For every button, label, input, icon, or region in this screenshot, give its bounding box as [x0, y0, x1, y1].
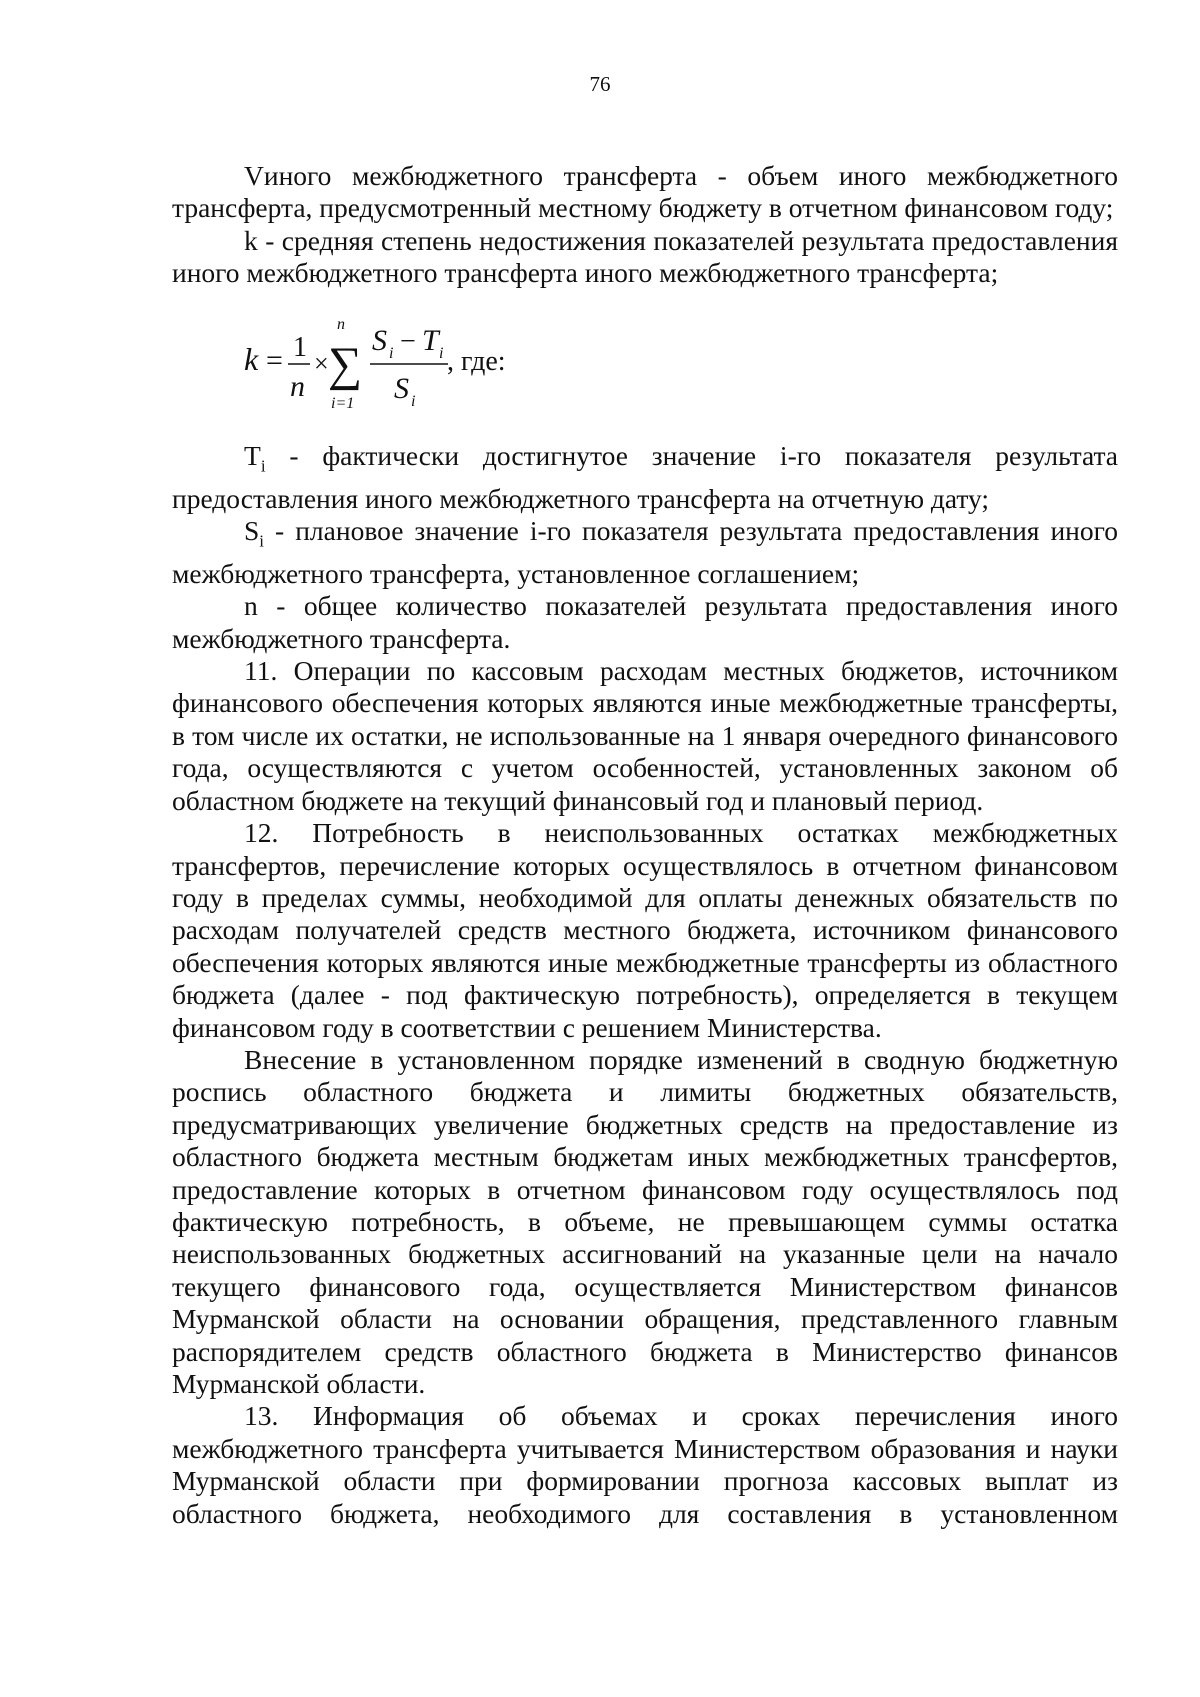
formula-sum-sign: ∑: [328, 337, 363, 391]
paragraph-11: 11. Операции по кассовым расходам местных бюджетов, источником финансового обеспечения которых являются иные межбюджетные трансферты, в том числе их остатки, не использованные на 1 января очередного финансового года, осуществляются с учетом особенностей, установленных законом об областном бюджете на текущий финансовый год и плановый период.: [172, 655, 1118, 816]
symbol-t-sub: i: [260, 456, 266, 476]
symbol-s-sub: i: [259, 531, 265, 551]
paragraph-t-definition: [172, 440, 1118, 515]
formula-k: [172, 290, 1118, 440]
paragraph-s-definition: [172, 515, 1118, 590]
formula-svg: [244, 304, 574, 424]
formula-suffix: , где:: [447, 345, 506, 377]
formula-num-t: T: [422, 323, 439, 357]
formula-sum-lower: i=1: [331, 394, 355, 412]
paragraph-13: 13. Информация об объемах и сроках перечисления иного межбюджетного трансферта учитывается Министерством образования и науки Мурманской области при формировании прогноза кассовых выплат из областного бюджета, необходимого для составления в установленном: [172, 1400, 1118, 1529]
formula-lhs: k: [244, 340, 259, 377]
formula-num-t-sub: i: [439, 344, 444, 362]
formula-times: ×: [314, 348, 329, 378]
formula-num-s-sub: i: [389, 344, 394, 362]
paragraph-k-definition: k - средняя степень недостижения показателей результата предоставления иного межбюджетного трансферта иного межбюджетного трансферта;: [172, 224, 1118, 289]
formula-num-minus: −: [400, 325, 416, 357]
formula-sum-upper: n: [337, 315, 345, 333]
formula-frac-numerator: 1: [293, 331, 307, 363]
paragraph-v-definition: Vиного межбюджетного трансферта - объем иного межбюджетного трансферта, предусмотренный местному бюджету в отчетном финансовом году;: [172, 160, 1118, 224]
paragraph-12-continued: Внесение в установленном порядке изменений в сводную бюджетную роспись областного бюджета и лимиты бюджетных обязательств, предусматривающих увеличение бюджетных средств на предоставление из областного бюджета местным бюджетам иных межбюджетных трансфертов, предоставление которых в отчетном финансовом году осуществлялось под фактическую потребность, в объеме, не превышающем суммы остатка неиспользованных бюджетных ассигнований на указанные цели на начало текущего финансового года, осуществляется Министерством финансов Мурманской области на основании обращения, представленного главным распорядителем средств областного бюджета в Министерство финансов Мурманской области.: [172, 1043, 1118, 1399]
formula-den-s: S: [394, 371, 409, 405]
paragraph-t-text: - фактически достигнутое значение i-го показателя результата предоставления иного межбюджетного трансферта на отчетную дату;: [172, 439, 1118, 514]
paragraph-12: 12. Потребность в неиспользованных остатках межбюджетных трансфертов, перечисление которых осуществлялось в отчетном финансовом году в пределах суммы, необходимой для оплаты денежных обязательств по расходам получателей средств местного бюджета, источником финансового обеспечения которых являются иные межбюджетные трансферты из областного бюджета (далее - под фактическую потребность), определяется в текущем финансовом году в соответствии с решением Министерства.: [172, 817, 1118, 1043]
document-body: [172, 160, 1118, 1530]
paragraph-n-definition: n - общее количество показателей результата предоставления иного межбюджетного трансферта.: [172, 590, 1118, 654]
formula-den-s-sub: i: [411, 392, 416, 410]
formula-frac-denominator: n: [290, 369, 305, 403]
symbol-s: S: [244, 514, 260, 546]
formula-num-s: S: [372, 323, 387, 357]
paragraph-s-text: - плановое значение i-го показателя результата предоставления иного межбюджетного трансферта, установленное соглашением;: [172, 514, 1118, 589]
formula-equals: =: [266, 343, 283, 377]
symbol-t: T: [244, 439, 261, 471]
page-number: 76: [589, 72, 611, 96]
